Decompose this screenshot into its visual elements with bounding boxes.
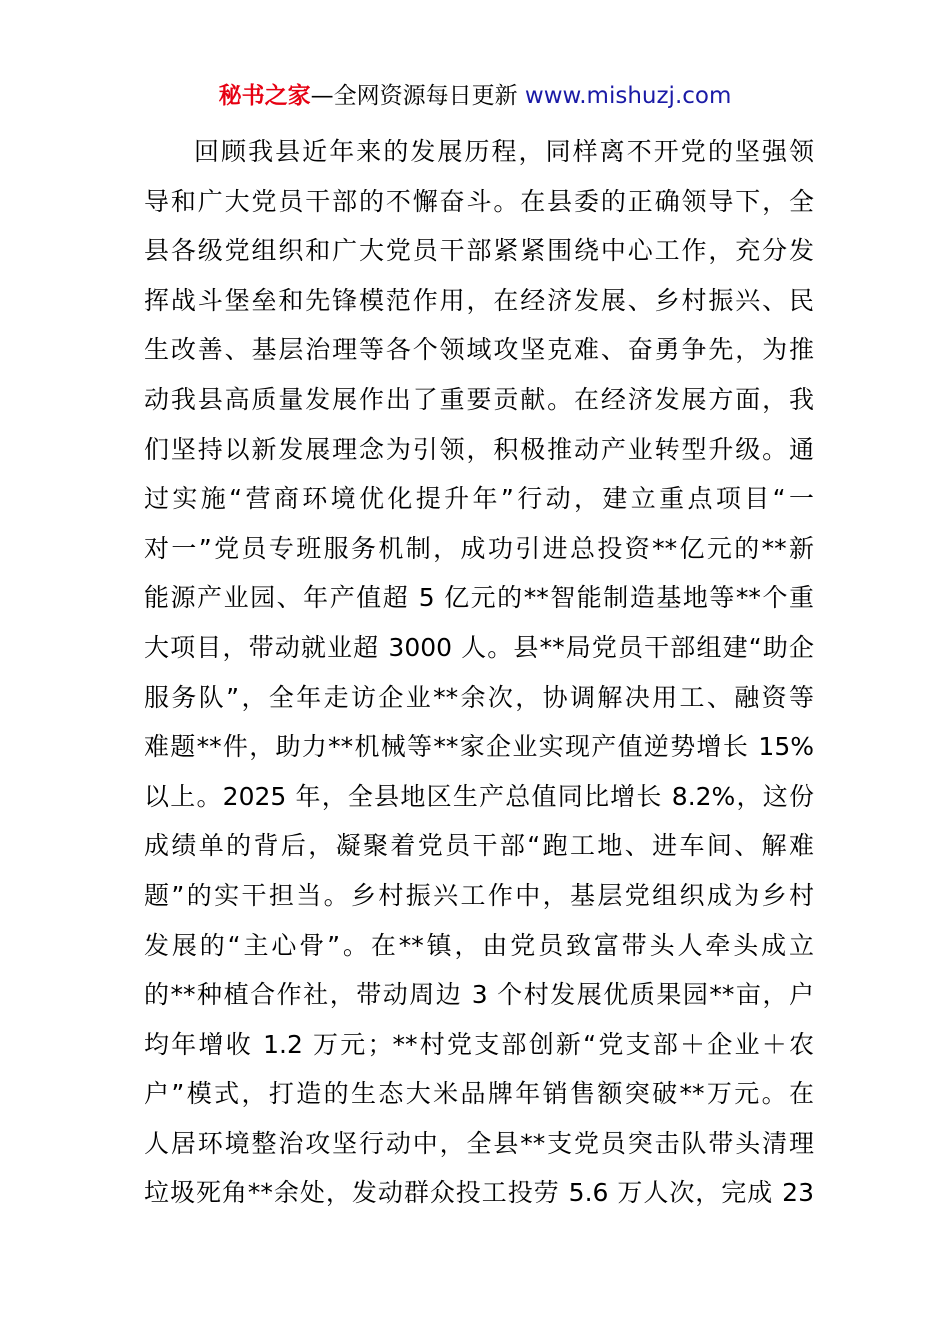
text-line: 的**种植合作社，带动周边 3 个村发展优质果园**亩，户 — [144, 980, 814, 1010]
text-line: 县各级党组织和广大党员干部紧紧围绕中心工作，充分发 — [144, 236, 814, 266]
text-line: 挥战斗堡垒和先锋模范作用，在经济发展、乡村振兴、民 — [144, 285, 814, 315]
text-line: 发展的“主心骨”。在**镇，由党员致富带头人牵头成立 — [144, 930, 814, 960]
text-line: 们坚持以新发展理念为引领，积极推动产业转型升级。通 — [144, 434, 814, 464]
text-line: 对一”党员专班服务机制，成功引进总投资**亿元的**新 — [144, 533, 814, 563]
site-header — [0, 80, 950, 112]
text-line: 动我县高质量发展作出了重要贡献。在经济发展方面，我 — [144, 384, 814, 414]
text-line: 成绩单的背后，凝聚着党员干部“跑工地、进车间、解难 — [144, 831, 814, 861]
article-body — [144, 127, 814, 1218]
text-line: 垃圾死角**余处，发动群众投工投劳 5.6 万人次，完成 23 — [144, 1178, 814, 1208]
site-url-link[interactable]: www.mishuzj.com — [524, 83, 732, 109]
text-line: 生改善、基层治理等各个领域攻坚克难、奋勇争先，为推 — [144, 335, 814, 365]
site-tagline: —全网资源每日更新 — [310, 83, 518, 109]
text-line: 户”模式，打造的生态大米品牌年销售额突破**万元。在 — [144, 1079, 814, 1109]
text-line: 难题**件，助力**机械等**家企业实现产值逆势增长 15% — [144, 732, 814, 762]
text-line: 大项目，带动就业超 3000 人。县**局党员干部组建“助企 — [144, 632, 814, 662]
text-line: 能源产业园、年产值超 5 亿元的**智能制造基地等**个重 — [144, 583, 814, 613]
text-line: 题”的实干担当。乡村振兴工作中，基层党组织成为乡村 — [144, 880, 814, 910]
text-line: 人居环境整治攻坚行动中，全县**支党员突击队带头清理 — [144, 1128, 814, 1158]
text-line: 服务队”，全年走访企业**余次，协调解决用工、融资等 — [144, 682, 814, 712]
site-brand: 秘书之家 — [218, 83, 311, 109]
text-line: 回顾我县近年来的发展历程，同样离不开党的坚强领 — [194, 137, 814, 166]
text-line: 以上。2025 年，全县地区生产总值同比增长 8.2%，这份 — [144, 781, 814, 811]
text-line: 均年增收 1.2 万元；**村党支部创新“党支部＋企业＋农 — [144, 1029, 814, 1059]
text-line: 过实施“营商环境优化提升年”行动，建立重点项目“一 — [144, 484, 814, 514]
text-line: 导和广大党员干部的不懈奋斗。在县委的正确领导下，全 — [144, 186, 814, 216]
